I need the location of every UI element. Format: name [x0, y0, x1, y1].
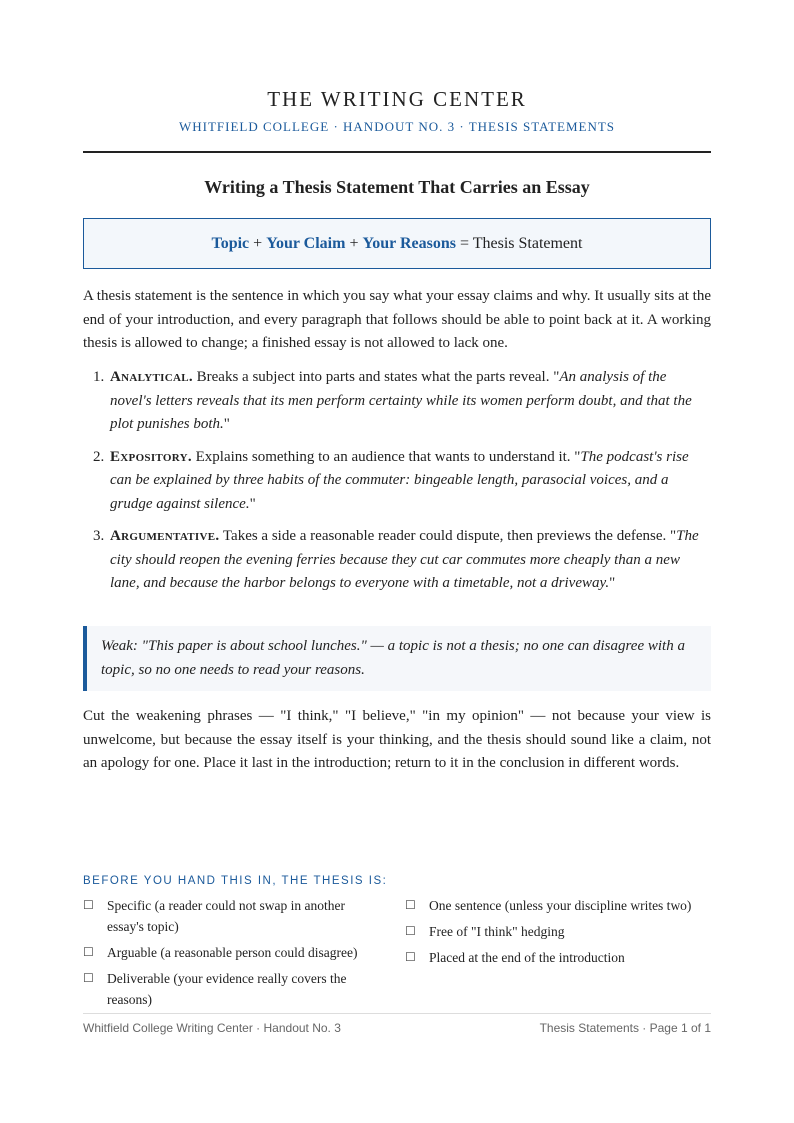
formula-equals: =: [455, 235, 473, 252]
header-divider: [83, 151, 711, 153]
formula-plus-2: +: [345, 235, 363, 252]
checklist-item-label: Free of "I think" hedging: [429, 924, 565, 939]
quote-close: ": [223, 416, 230, 432]
checklist-item: [405, 947, 711, 968]
intro-paragraph: A thesis statement is the sentence in which you say what your essay claims and why. It usually sits at the end of your introduction, and every paragraph that follows should be able to point back at it. A working thesis is allowed to change; a finished essay is not allowed to lack one.: [83, 288, 711, 351]
thesis-formula-box: [83, 218, 711, 269]
thesis-types-list: [83, 366, 711, 605]
type-term: Analytical.: [110, 369, 193, 385]
type-term: Expository.: [110, 448, 192, 465]
formula-result: Thesis Statement: [472, 235, 583, 252]
list-item-number: 3.: [93, 528, 105, 544]
quote-close: ": [249, 495, 256, 512]
footer-right: Thesis Statements · Page 1 of 1: [539, 1021, 711, 1035]
list-item: [83, 525, 711, 596]
type-example: The city should reopen the evening ferries because they cut car commutes more cheaply than a new lane, and because the harbor belongs to everyone with a timetable, not a driveway.: [110, 528, 699, 591]
checkbox-icon[interactable]: ☐: [405, 950, 416, 964]
quote-close: ": [609, 575, 616, 591]
footer-left: Whitfield College Writing Center · Handout No. 3: [83, 1021, 341, 1035]
center-name: THE WRITING CENTER: [267, 87, 527, 111]
checkbox-icon[interactable]: ☐: [83, 971, 94, 985]
type-example: An analysis of the novel's letters reveals that its men perform certainty while its women perform doubt, and that the plot punishes both.: [110, 369, 692, 432]
checkbox-icon[interactable]: ☐: [405, 898, 416, 912]
list-item-number: 2.: [93, 448, 105, 465]
page-header: [83, 86, 711, 135]
type-description: Takes a side a reasonable reader could dispute, then previews the defense. ": [219, 528, 677, 544]
weak-thesis-callout: Weak: "This paper is about school lunches." — a topic is not a thesis; no one can disagree with a topic, so no one needs to read your reasons.: [83, 626, 711, 691]
closing-paragraph: Cut the weakening phrases — "I think," "I believe," "in my opinion" — not because your view is unwelcome, but because the essay itself is your thinking, and the thesis should sound like a claim, not an apology for one. Place it last in the introduction; return to it in the conclusion in different words.: [83, 708, 711, 771]
checkbox-icon[interactable]: ☐: [83, 898, 94, 912]
type-description: Breaks a subject into parts and states what the parts reveal. ": [192, 369, 560, 385]
checklist-column-right: [405, 895, 711, 973]
formula-reasons: Your Reasons: [362, 235, 456, 252]
list-item: [83, 366, 711, 437]
checklist-item: [83, 895, 383, 937]
checklist-heading: BEFORE YOU HAND THIS IN, THE THESIS IS:: [83, 875, 388, 887]
type-example: The podcast's rise can be explained by three habits of the commuter: bingeable length, parasocial voices, and a grudge against silence.: [110, 448, 689, 512]
formula-plus-1: +: [249, 235, 267, 252]
checklist-item: [83, 968, 383, 1010]
list-item: [83, 446, 711, 517]
type-term: Argumentative.: [110, 528, 220, 544]
checklist-item: [405, 921, 711, 942]
checklist-item-label: Specific (a reader could not swap in another essay's topic): [107, 898, 346, 934]
checklist-item: [83, 942, 383, 963]
document-title: Writing a Thesis Statement That Carries an Essay: [204, 177, 590, 197]
checklist-column-left: [83, 895, 383, 1015]
checkbox-icon[interactable]: ☐: [83, 945, 94, 959]
footer-divider: [83, 1013, 711, 1014]
checklist-item-label: One sentence (unless your discipline writes two): [429, 898, 692, 913]
checkbox-icon[interactable]: ☐: [405, 924, 416, 938]
list-item-number: 1.: [93, 369, 105, 385]
type-description: Explains something to an audience that wants to understand it. ": [191, 448, 581, 465]
formula-topic: Topic: [211, 235, 250, 252]
formula-claim: Your Claim: [266, 235, 346, 252]
checklist-item: [405, 895, 711, 916]
checklist-item-label: Placed at the end of the introduction: [429, 950, 625, 965]
checklist-item-label: Deliverable (your evidence really covers the reasons): [107, 971, 347, 1007]
checklist-item-label: Arguable (a reasonable person could disagree): [107, 945, 358, 960]
handout-subtitle: WHITFIELD COLLEGE · HANDOUT NO. 3 · THESIS STATEMENTS: [178, 119, 616, 134]
